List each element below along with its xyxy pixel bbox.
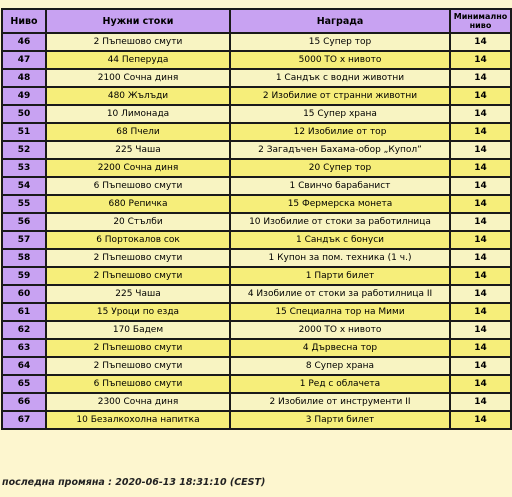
goods-cell: 2300 Сочна диня [46, 393, 230, 411]
header-goods: Нужни стоки [46, 9, 230, 33]
table-row [2, 213, 511, 231]
level-cell: 62 [2, 321, 46, 339]
table-row [2, 357, 511, 375]
reward-cell: 5000 ТО x нивото [230, 51, 450, 69]
table-row [2, 177, 511, 195]
goods-cell: 680 Репичка [46, 195, 230, 213]
level-cell: 49 [2, 87, 46, 105]
min-level-cell: 14 [450, 69, 511, 87]
min-level-cell: 14 [450, 51, 511, 69]
level-cell: 64 [2, 357, 46, 375]
min-level-cell: 14 [450, 339, 511, 357]
min-level-cell: 14 [450, 213, 511, 231]
reward-cell: 1 Сандък с водни животни [230, 69, 450, 87]
table-row [2, 231, 511, 249]
goods-cell: 2 Пъпешово смути [46, 33, 230, 51]
min-level-cell: 14 [450, 159, 511, 177]
last-modified: последна промяна : 2020-06-13 18:31:10 (CEST) [2, 477, 266, 488]
reward-cell: 1 Свинчо барабанист [230, 177, 450, 195]
reward-cell: 2 Загадъчен Бахама-обор „Купол” [230, 141, 450, 159]
goods-cell: 2 Пъпешово смути [46, 339, 230, 357]
goods-cell: 44 Пеперуда [46, 51, 230, 69]
table-row [2, 33, 511, 51]
table-row [2, 69, 511, 87]
level-cell: 66 [2, 393, 46, 411]
table-row [2, 411, 511, 429]
min-level-cell: 14 [450, 33, 511, 51]
table-row [2, 141, 511, 159]
min-level-cell: 14 [450, 231, 511, 249]
level-cell: 54 [2, 177, 46, 195]
min-level-cell: 14 [450, 285, 511, 303]
reward-cell: 1 Купон за пом. техника (1 ч.) [230, 249, 450, 267]
table-header-row [2, 9, 511, 33]
goods-cell: 225 Чаша [46, 141, 230, 159]
min-level-cell: 14 [450, 393, 511, 411]
goods-cell: 10 Лимонада [46, 105, 230, 123]
reward-cell: 1 Ред с облачета [230, 375, 450, 393]
goods-cell: 480 Жълъди [46, 87, 230, 105]
min-level-cell: 14 [450, 177, 511, 195]
reward-cell: 1 Парти билет [230, 267, 450, 285]
min-level-cell: 14 [450, 87, 511, 105]
table-row [2, 159, 511, 177]
reward-cell: 3 Парти билет [230, 411, 450, 429]
min-level-cell: 14 [450, 105, 511, 123]
goods-cell: 2 Пъпешово смути [46, 357, 230, 375]
level-cell: 57 [2, 231, 46, 249]
level-cell: 67 [2, 411, 46, 429]
goods-cell: 6 Пъпешово смути [46, 375, 230, 393]
min-level-cell: 14 [450, 123, 511, 141]
reward-cell: 2 Изобилие от инструменти II [230, 393, 450, 411]
min-level-cell: 14 [450, 141, 511, 159]
level-cell: 55 [2, 195, 46, 213]
table-row [2, 375, 511, 393]
header-reward: Награда [230, 9, 450, 33]
level-cell: 61 [2, 303, 46, 321]
min-level-cell: 14 [450, 411, 511, 429]
header-min-level: Минимално ниво [450, 9, 511, 33]
level-cell: 60 [2, 285, 46, 303]
goods-cell: 15 Уроци по езда [46, 303, 230, 321]
level-cell: 63 [2, 339, 46, 357]
table-row [2, 285, 511, 303]
reward-cell: 20 Супер тор [230, 159, 450, 177]
reward-cell: 15 Супер тор [230, 33, 450, 51]
table-row [2, 87, 511, 105]
level-cell: 47 [2, 51, 46, 69]
reward-cell: 2 Изобилие от странни животни [230, 87, 450, 105]
table-row [2, 267, 511, 285]
goods-cell: 6 Пъпешово смути [46, 177, 230, 195]
table-row [2, 393, 511, 411]
level-cell: 50 [2, 105, 46, 123]
min-level-cell: 14 [450, 375, 511, 393]
reward-cell: 15 Фермерска монета [230, 195, 450, 213]
goods-cell: 2 Пъпешово смути [46, 267, 230, 285]
table-row [2, 321, 511, 339]
goods-cell: 225 Чаша [46, 285, 230, 303]
reward-cell: 1 Сандък с бонуси [230, 231, 450, 249]
min-level-cell: 14 [450, 195, 511, 213]
table-row [2, 339, 511, 357]
level-cell: 58 [2, 249, 46, 267]
reward-cell: 4 Изобилие от стоки за работилница II [230, 285, 450, 303]
reward-cell: 4 Дървесна тор [230, 339, 450, 357]
reward-cell: 10 Изобилие от стоки за работилница [230, 213, 450, 231]
goods-cell: 170 Бадем [46, 321, 230, 339]
reward-cell: 8 Супер храна [230, 357, 450, 375]
min-level-cell: 14 [450, 267, 511, 285]
level-cell: 65 [2, 375, 46, 393]
table-row [2, 123, 511, 141]
min-level-cell: 14 [450, 303, 511, 321]
goods-cell: 10 Безалкохолна напитка [46, 411, 230, 429]
table-body [2, 33, 511, 429]
min-level-cell: 14 [450, 249, 511, 267]
levels-table [1, 8, 512, 430]
min-level-cell: 14 [450, 357, 511, 375]
table-row [2, 303, 511, 321]
level-cell: 56 [2, 213, 46, 231]
goods-cell: 2100 Сочна диня [46, 69, 230, 87]
level-cell: 52 [2, 141, 46, 159]
goods-cell: 6 Портокалов сок [46, 231, 230, 249]
goods-cell: 20 Стълби [46, 213, 230, 231]
reward-cell: 2000 ТО x нивото [230, 321, 450, 339]
min-level-cell: 14 [450, 321, 511, 339]
goods-cell: 2200 Сочна диня [46, 159, 230, 177]
reward-cell: 15 Супер храна [230, 105, 450, 123]
level-cell: 48 [2, 69, 46, 87]
table-row [2, 195, 511, 213]
table-row [2, 51, 511, 69]
level-cell: 51 [2, 123, 46, 141]
level-cell: 53 [2, 159, 46, 177]
reward-cell: 12 Изобилие от тор [230, 123, 450, 141]
level-cell: 59 [2, 267, 46, 285]
reward-cell: 15 Специална тор на Мими [230, 303, 450, 321]
table-row [2, 249, 511, 267]
table-row [2, 105, 511, 123]
header-level: Ниво [2, 9, 46, 33]
goods-cell: 68 Пчели [46, 123, 230, 141]
level-cell: 46 [2, 33, 46, 51]
goods-cell: 2 Пъпешово смути [46, 249, 230, 267]
